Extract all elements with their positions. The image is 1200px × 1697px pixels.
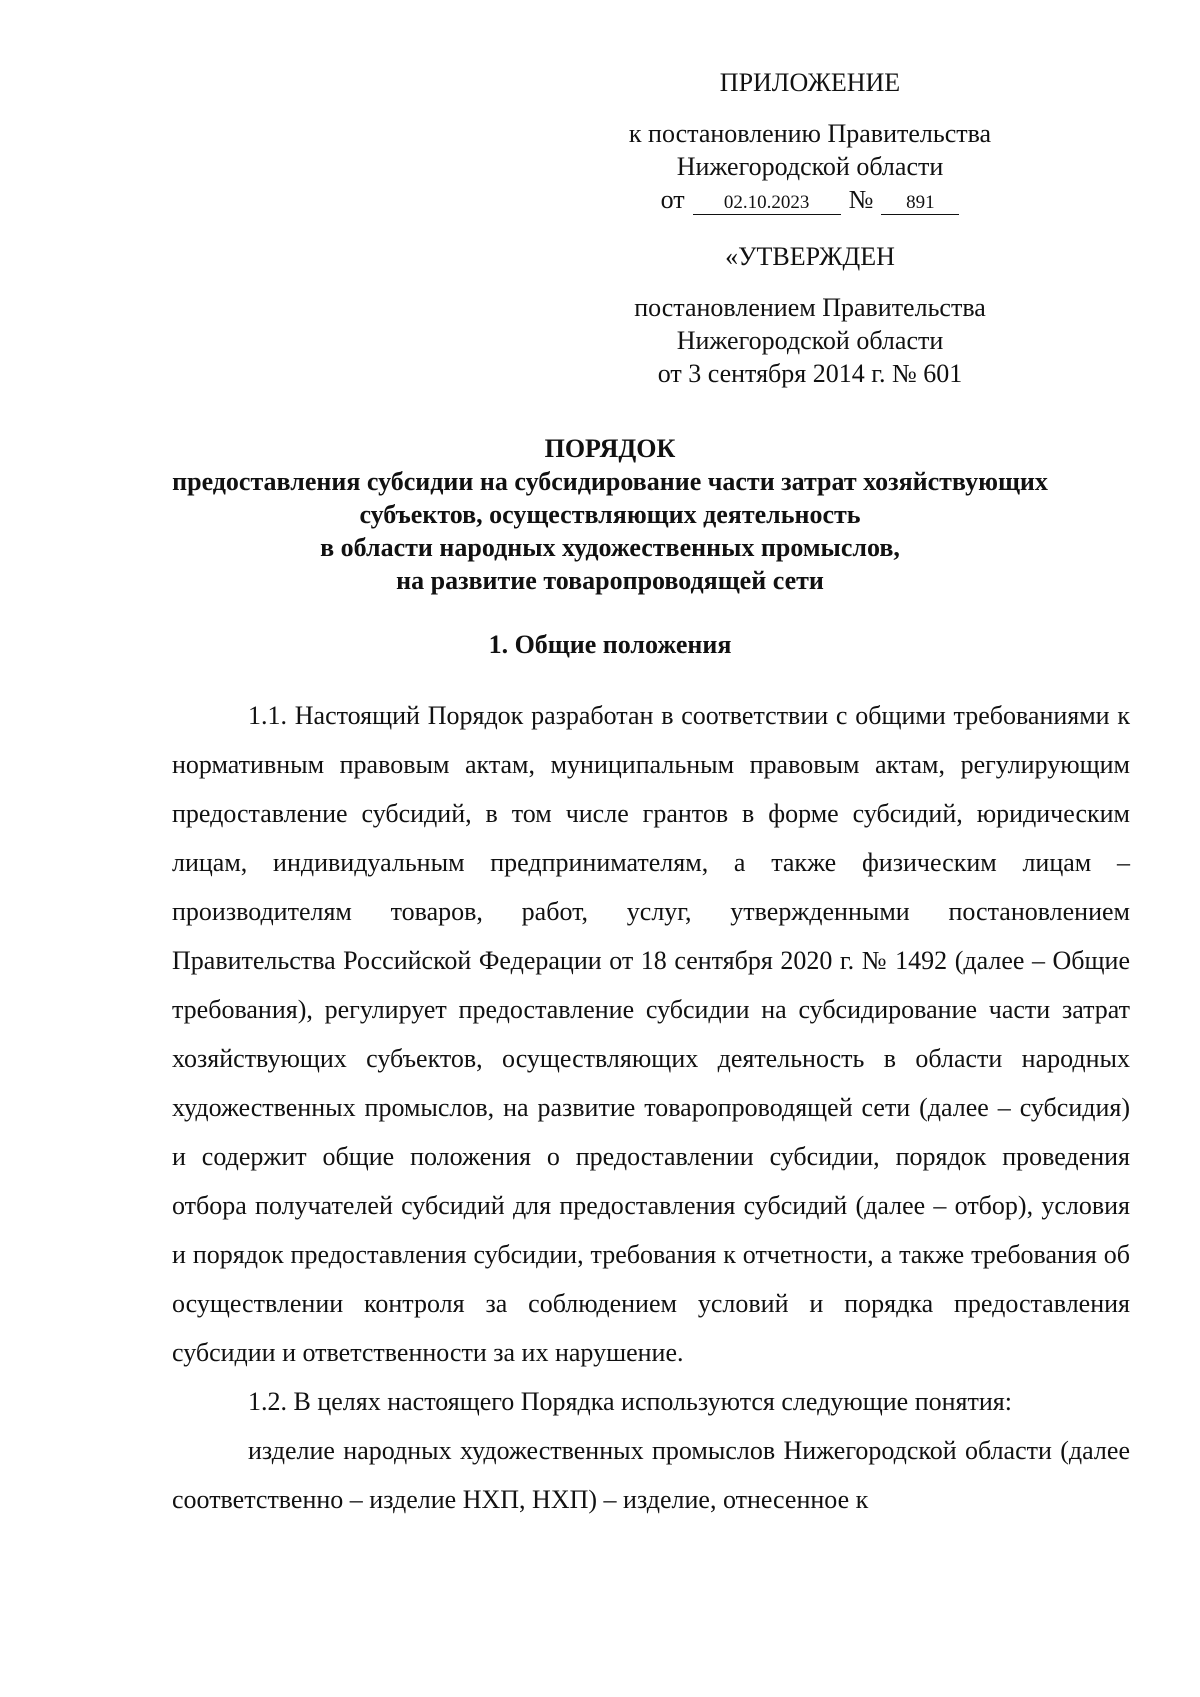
approved-line-2: Нижегородской области	[676, 326, 944, 355]
number-label: №	[848, 185, 874, 214]
document-body	[172, 691, 1130, 1524]
paragraph-1-1: 1.1. Настоящий Порядок разработан в соответствии с общими требованиями к нормативным правовым актам, муниципальным правовым актам, регулирующим предоставление субсидий, в том числе грантов в форме субсидий, юридическим лицам, индивидуальным предпринимателям, а также физическим лицам – производителям товаров, работ, услуг, утвержденными постановлением Правительства Российской Федерации от 18 сентября 2020 г. № 1492 (далее – Общие требования), регулирует предоставление субсидии на субсидирование части затрат хозяйствующих субъектов, осуществляющих деятельность в области народных художественных промыслов, на развитие товаропроводящей сети (далее – субсидия) и содержит общие положения о предоставлении субсидии, порядок проведения отбора получателей субсидий для предоставления субсидий (далее – отбор), условия и порядок предоставления субсидии, требования к отчетности, а также требования об осуществлении контроля за соблюдением условий и порядка предоставления субсидии и ответственности за их нарушение.	[172, 701, 1130, 1367]
appendix-title: ПРИЛОЖЕНИЕ	[719, 68, 901, 97]
document-title-line-4: на развитие товаропроводящей сети	[396, 566, 824, 595]
appendix-line-2: Нижегородской области	[676, 152, 944, 181]
approved-block	[590, 240, 1030, 390]
document-title	[160, 432, 1060, 597]
appendix-line-1: к постановлению Правительства	[628, 119, 992, 148]
decree-date: 02.10.2023	[693, 192, 841, 215]
paragraph-definition: изделие народных художественных промыслов Нижегородской области (далее соответственно – изделие НХП, НХП) – изделие, отнесенное к	[172, 1436, 1130, 1514]
document-title-line-1: предоставления субсидии на субсидирование части затрат хозяйствующих	[172, 467, 1048, 496]
document-title-line-2: субъектов, осуществляющих деятельность	[359, 500, 861, 529]
from-label: от	[660, 185, 685, 214]
decree-number: 891	[881, 192, 959, 215]
document-heading: ПОРЯДОК	[544, 434, 676, 463]
section-title: 1. Общие положения	[488, 630, 732, 659]
approved-line-3: от 3 сентября 2014 г. № 601	[657, 359, 963, 388]
document-title-line-3: в области народных художественных промыслов,	[320, 533, 900, 562]
appendix-block	[590, 66, 1030, 216]
approved-line-1: постановлением Правительства	[634, 293, 986, 322]
appendix-date-line	[661, 183, 960, 216]
approved-title: «УТВЕРЖДЕН	[725, 242, 895, 271]
paragraph-1-2: 1.2. В целях настоящего Порядка используются следующие понятия:	[248, 1387, 1012, 1416]
